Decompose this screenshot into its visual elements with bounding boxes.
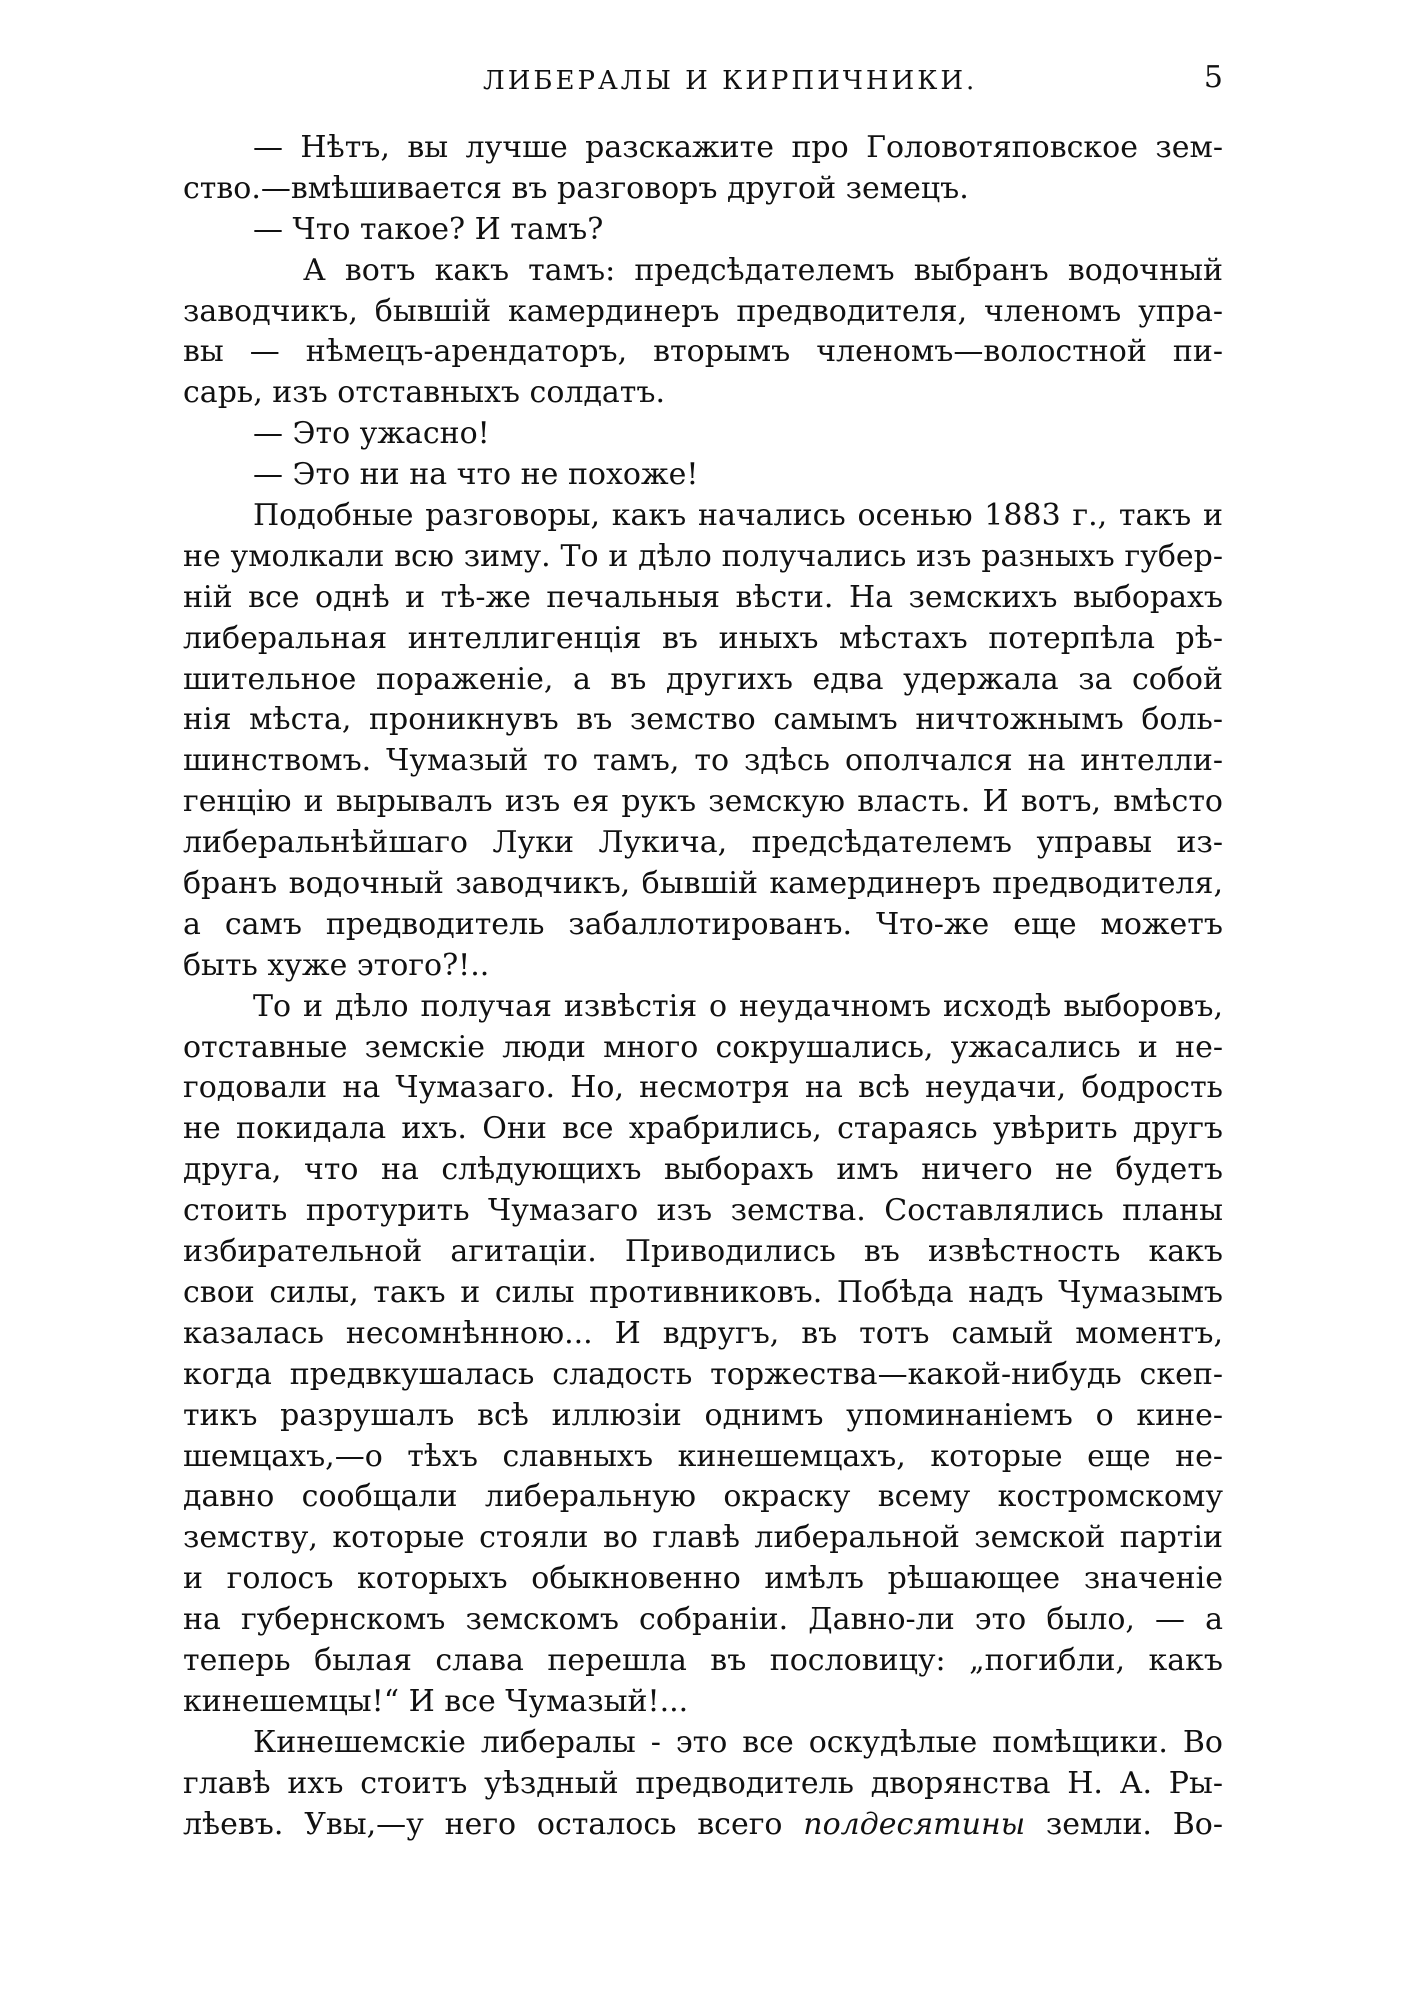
text-line: теперь былая слава перешла въ пословицу: „погибли, какъ: [183, 1642, 1223, 1678]
text-line: быть хуже этого?!..: [183, 947, 490, 983]
text-line: Подобные разговоры, какъ начались осенью 1883 г., такъ и: [253, 498, 1223, 534]
text-line: а самъ предводитель забаллотированъ. Что-же еще можетъ: [183, 906, 1223, 942]
text-line: А вотъ какъ тамъ: предсѣдателемъ выбранъ водочный: [303, 252, 1223, 288]
text-line: земству, которые стояли во главѣ либеральной земской партіи: [183, 1520, 1223, 1556]
text-line: — Это ни на что не похоже!: [253, 457, 699, 493]
text-line: — Это ужасно!: [253, 416, 490, 452]
text-line: генцію и вырывалъ изъ ея рукъ земскую власть. И вотъ, вмѣсто: [183, 784, 1223, 820]
text-line: нія мѣста, проникнувъ въ земство самымъ ничтожнымъ боль-: [183, 702, 1223, 738]
body-text: [183, 128, 1223, 1845]
text-line: отставные земскіе люди много сокрушались, ужасались и не-: [183, 1029, 1223, 1065]
text-line: когда предвкушалась сладость торжества—какой-нибудь скеп-: [183, 1356, 1223, 1392]
text-line: избирательной агитаціи. Приводились въ извѣстность какъ: [183, 1234, 1223, 1270]
text-line: давно сообщали либеральную окраску всему костромскому: [183, 1479, 1223, 1515]
text-line: шемцахъ,—о тѣхъ славныхъ кинешемцахъ, которые еще не-: [183, 1438, 1223, 1474]
page-number: 5: [1203, 60, 1223, 95]
text-line: сарь, изъ отставныхъ солдатъ.: [183, 375, 666, 411]
running-title: ЛИБЕРАЛЫ И КИРПИЧНИКИ.: [483, 66, 978, 96]
text-line: То и дѣло получая извѣстія о неудачномъ исходѣ выборовъ,: [253, 988, 1223, 1024]
text-line: — Нѣтъ, вы лучше разскажите про Головотяповское зем-: [253, 130, 1223, 165]
text-line: вы — нѣмецъ-арендаторъ, вторымъ членомъ—волостной пи-: [183, 334, 1223, 370]
text-line: ство.—вмѣшивается въ разговоръ другой земецъ.: [183, 170, 969, 206]
text-line: тикъ разрушалъ всѣ иллюзіи однимъ упоминаніемъ о кине-: [183, 1397, 1223, 1433]
text-segment: земли. Во-: [1025, 1806, 1223, 1842]
text-line: друга, что на слѣдующихъ выборахъ имъ ничего не будетъ: [183, 1152, 1223, 1188]
text-line: либеральнѣйшаго Луки Лукича, предсѣдателемъ управы из-: [183, 825, 1223, 861]
text-line: шительное пораженіе, а въ другихъ едва удержала за собой: [183, 661, 1223, 697]
text-line: свои силы, такъ и силы противниковъ. Побѣда надъ Чумазымъ: [183, 1274, 1223, 1310]
text-line: годовали на Чумазаго. Но, несмотря на всѣ неудачи, бодрость: [183, 1070, 1223, 1106]
text-line: на губернскомъ земскомъ собраніи. Давно-ли это было, — а: [183, 1602, 1223, 1638]
text-line: либеральная интеллигенція въ иныхъ мѣстахъ потерпѣла рѣ-: [183, 620, 1223, 656]
text-line: стоить протурить Чумазаго изъ земства. Составлялись планы: [183, 1193, 1223, 1229]
text-line: шинствомъ. Чумазый то тамъ, то здѣсь ополчался на интелли-: [183, 743, 1223, 779]
text-segment: лѣевъ. Увы,—у него осталось всего: [183, 1806, 804, 1842]
text-line: казалась несомнѣнною... И вдругъ, въ тотъ самый моментъ,: [183, 1315, 1223, 1351]
text-line: — Что такое? И тамъ?: [253, 211, 604, 247]
text-line: ній все однѣ и тѣ-же печальныя вѣсти. На земскихъ выборахъ: [183, 579, 1223, 615]
page-header: [183, 60, 1223, 110]
text-line: Кинешемскіе либералы - это все оскудѣлые помѣщики. Во: [253, 1724, 1223, 1760]
text-line: и голосъ которыхъ обыкновенно имѣлъ рѣшающее значеніе: [183, 1561, 1223, 1597]
text-line: не покидала ихъ. Они все храбрились, стараясь увѣрить другъ: [183, 1111, 1223, 1147]
text-line: кинешемцы!“ И все Чумазый!...: [183, 1683, 689, 1719]
text-line: не умолкали всю зиму. То и дѣло получались изъ разныхъ губер-: [183, 538, 1223, 574]
text-line: заводчикъ, бывшій камердинеръ предводителя, членомъ упра-: [183, 293, 1223, 329]
italic-text: полдесятины: [803, 1806, 1026, 1842]
text-line: главѣ ихъ стоитъ уѣздный предводитель дворянства Н. А. Ры-: [183, 1765, 1223, 1801]
text-line-last: [183, 1805, 1223, 1846]
text-line: бранъ водочный заводчикъ, бывшій камердинеръ предводителя,: [183, 866, 1223, 902]
